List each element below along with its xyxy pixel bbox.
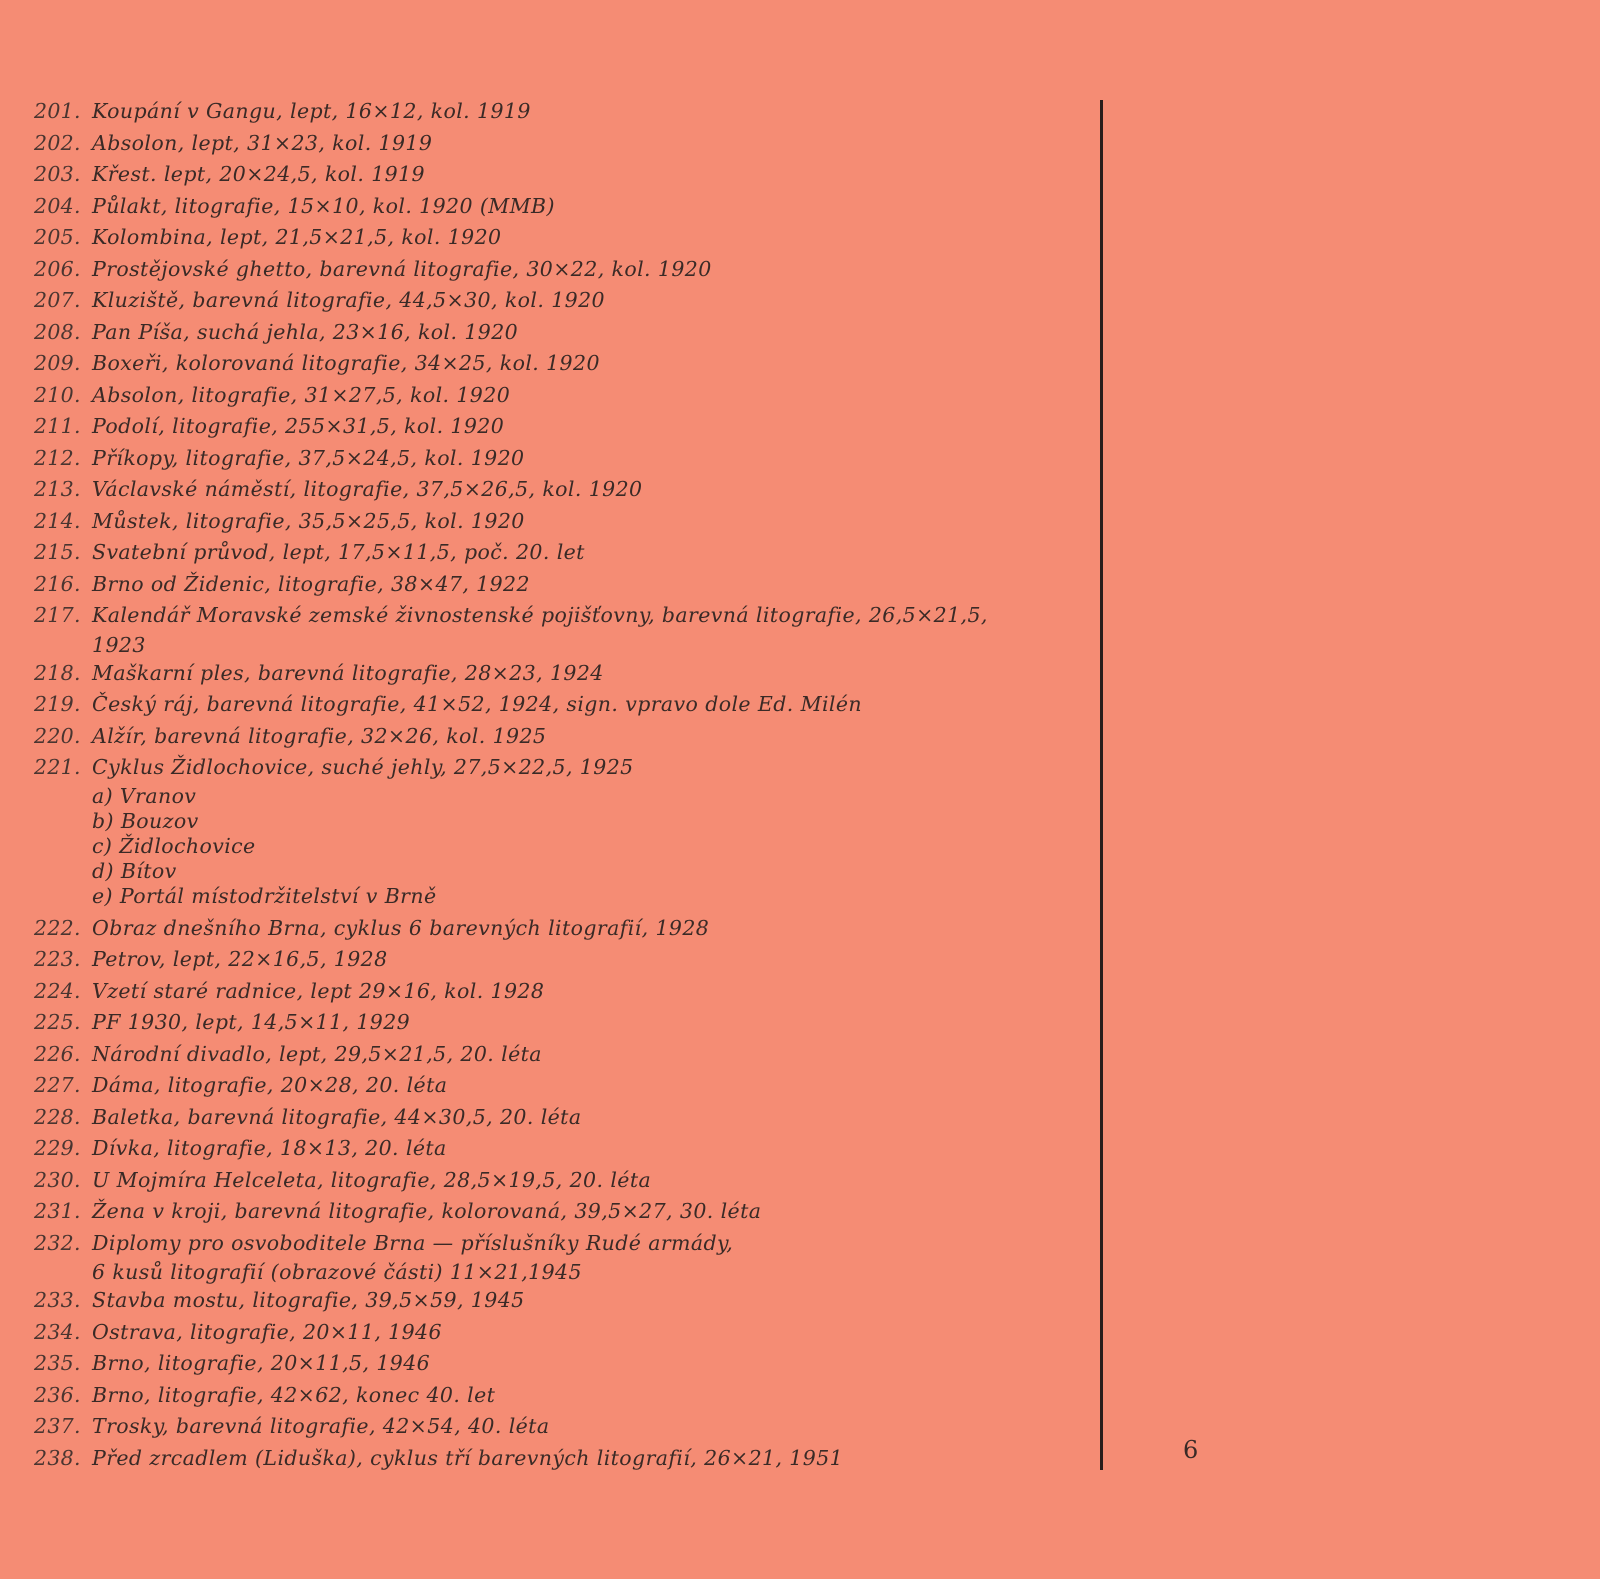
catalog-entry (34, 569, 1064, 601)
catalog-entry-row (34, 285, 1064, 317)
entry-number: 205. (34, 225, 81, 249)
catalog-entry (34, 600, 1064, 658)
entry-text: Pan Píša, suchá jehla, 23×16, kol. 1920 (92, 319, 519, 344)
catalog-entry (34, 1102, 1064, 1134)
entry-text-continuation: 1923 (92, 632, 146, 657)
entry-number: 226. (34, 1041, 81, 1066)
entry-number: 220. (34, 723, 81, 748)
entry-text: Příkopy, litografie, 37,5×24,5, kol. 1920 (92, 445, 525, 470)
entry-number: 215. (34, 540, 81, 564)
entry-number: 231. (34, 1199, 81, 1223)
catalog-entry-row (34, 721, 1064, 753)
catalog-entry-row (34, 1102, 1064, 1134)
entry-number: 209. (34, 351, 81, 375)
catalog-entry-row (34, 254, 1064, 286)
entry-number: 202. (34, 130, 81, 155)
catalog-entry-row (34, 1133, 1064, 1165)
catalog-entry (34, 506, 1064, 538)
catalog-entry-row (34, 506, 1064, 538)
entry-text: Stavba mostu, litografie, 39,5×59, 1945 (92, 1288, 525, 1312)
entry-number: 227. (34, 1073, 81, 1097)
entry-number: 203. (34, 162, 81, 186)
catalog-entry-row (34, 913, 1064, 945)
entry-text: Český ráj, barevná litografie, 41×52, 1924, sign. vpravo dole Ed. Milén (92, 692, 863, 716)
catalog-entry (34, 1317, 1064, 1349)
catalog-entry (34, 348, 1064, 380)
entry-number: 207. (34, 288, 81, 312)
entry-number: 208. (34, 319, 81, 344)
catalog-entry-row (34, 159, 1064, 191)
catalog-entry-row (34, 1411, 1064, 1443)
entry-number: 222. (34, 915, 81, 940)
entry-text: Dáma, litografie, 20×28, 20. léta (92, 1073, 448, 1097)
entry-number: 212. (34, 445, 81, 470)
catalog-entry (34, 1165, 1064, 1197)
entry-text: Boxeři, kolorovaná litografie, 34×25, kol. 1920 (92, 351, 600, 375)
catalog-entry (34, 159, 1064, 191)
entry-text: Diplomy pro osvoboditele Brna — příslušníky Rudé armády, (92, 1230, 734, 1255)
catalog-entry (34, 752, 1064, 909)
entry-number: 216. (34, 571, 81, 596)
entry-sublist (34, 784, 1064, 909)
entry-number: 234. (34, 1319, 81, 1344)
catalog-entry-row (34, 1443, 1064, 1475)
entry-number: 236. (34, 1382, 81, 1407)
entry-text: Půlakt, litografie, 15×10, kol. 1920 (MMB) (92, 193, 555, 218)
catalog-entry-row (34, 1317, 1064, 1349)
entry-number: 224. (34, 978, 81, 1003)
catalog-entry (34, 1070, 1064, 1102)
catalog-entry (34, 976, 1064, 1008)
catalog-entry-row (34, 348, 1064, 380)
entry-text-continuation: 6 kusů litografií (obrazové části) 11×21,1945 (92, 1260, 582, 1284)
entry-text: Trosky, barevná litografie, 42×54, 40. léta (92, 1414, 550, 1438)
entry-number: 204. (34, 193, 81, 218)
catalog-entry (34, 537, 1064, 569)
catalog-entry (34, 1348, 1064, 1380)
entry-number: 214. (34, 508, 81, 533)
entry-number: 233. (34, 1288, 81, 1312)
entry-text: Ostrava, litografie, 20×11, 1946 (92, 1319, 442, 1344)
catalog-entry (34, 1443, 1064, 1475)
catalog-entry (34, 380, 1064, 412)
entry-text: Žena v kroji, barevná litografie, kolorovaná, 39,5×27, 30. léta (92, 1199, 762, 1223)
catalog-entry (34, 721, 1064, 753)
entry-text: U Mojmíra Helceleta, litografie, 28,5×19,5, 20. léta (92, 1167, 652, 1192)
entry-text: Absolon, litografie, 31×27,5, kol. 1920 (92, 382, 511, 407)
catalog-entry (34, 1285, 1064, 1317)
catalog-entry (34, 1007, 1064, 1039)
entry-text: Brno od Židenic, litografie, 38×47, 1922 (92, 571, 530, 596)
entry-number: 221. (34, 755, 81, 779)
catalog-entry-row (34, 1039, 1064, 1071)
entry-text: Brno, litografie, 42×62, konec 40. let (92, 1382, 496, 1407)
entry-number: 210. (34, 382, 81, 407)
catalog-entry-row (34, 1285, 1064, 1317)
entry-number: 235. (34, 1351, 81, 1375)
entry-text: Můstek, litografie, 35,5×25,5, kol. 1920 (92, 508, 525, 533)
catalog-entry-row (34, 1228, 1064, 1260)
entry-subitem: c) Židlochovice (92, 833, 256, 858)
catalog-entry-row (34, 1165, 1064, 1197)
catalog-entry (34, 913, 1064, 945)
catalog-entry (34, 96, 1064, 128)
entry-number: 211. (34, 414, 81, 438)
entry-text: Dívka, litografie, 18×13, 20. léta (92, 1136, 447, 1160)
catalog-entry (34, 443, 1064, 475)
catalog-entry-row (34, 537, 1064, 569)
entry-number: 238. (34, 1445, 81, 1470)
catalog-entry-row (34, 1380, 1064, 1412)
catalog-entry (34, 1196, 1064, 1228)
entry-subitem: d) Bítov (92, 858, 177, 883)
catalog-entry-row (34, 976, 1064, 1008)
entry-number: 225. (34, 1010, 81, 1034)
catalog-entry-row (34, 411, 1064, 443)
catalog-list (34, 96, 1064, 1474)
catalog-entry-row (34, 128, 1064, 160)
entry-text: Kalendář Moravské zemské živnostenské pojišťovny, barevná litografie, 26,5×21,5, (92, 603, 988, 627)
page-number: 6 (1183, 1436, 1199, 1464)
entry-number: 213. (34, 477, 81, 501)
entry-number: 206. (34, 256, 81, 281)
entry-number: 223. (34, 947, 81, 971)
entry-subitem: e) Portál místodržitelství v Brně (92, 883, 437, 908)
catalog-entry-row (34, 1348, 1064, 1380)
catalog-entry-row (34, 752, 1064, 784)
catalog-entry (34, 317, 1064, 349)
catalog-entry (34, 944, 1064, 976)
entry-text: Brno, litografie, 20×11,5, 1946 (92, 1351, 431, 1375)
entry-text: Baletka, barevná litografie, 44×30,5, 20. léta (92, 1104, 582, 1129)
entry-number: 230. (34, 1167, 81, 1192)
entry-number: 237. (34, 1414, 81, 1438)
entry-text: PF 1930, lept, 14,5×11, 1929 (92, 1010, 411, 1034)
entry-number: 232. (34, 1230, 81, 1255)
catalog-entry-row (34, 658, 1064, 690)
catalog-entry (34, 222, 1064, 254)
catalog-entry-row (34, 944, 1064, 976)
entry-subitem: a) Vranov (92, 783, 197, 808)
entry-text: Koupání v Gangu, lept, 16×12, kol. 1919 (92, 99, 531, 123)
entry-text: Kolombina, lept, 21,5×21,5, kol. 1920 (92, 225, 502, 249)
entry-text: Alžír, barevná litografie, 32×26, kol. 1925 (92, 723, 547, 748)
catalog-entry (34, 285, 1064, 317)
entry-text: Před zrcadlem (Liduška), cyklus tří barevných litografií, 26×21, 1951 (92, 1445, 844, 1470)
entry-number: 229. (34, 1136, 81, 1160)
catalog-entry (34, 191, 1064, 223)
entry-text: Absolon, lept, 31×23, kol. 1919 (92, 130, 433, 155)
entry-text: Petrov, lept, 22×16,5, 1928 (92, 947, 388, 971)
catalog-entry (34, 254, 1064, 286)
entry-text: Prostějovské ghetto, barevná litografie, 30×22, kol. 1920 (92, 256, 712, 281)
catalog-entry-row (34, 96, 1064, 128)
catalog-entry-row (34, 1196, 1064, 1228)
catalog-entry-row (34, 689, 1064, 721)
entry-text: Národní divadlo, lept, 29,5×21,5, 20. léta (92, 1041, 542, 1066)
entry-text: Vzetí staré radnice, lept 29×16, kol. 1928 (92, 978, 545, 1003)
entry-text: Václavské náměstí, litografie, 37,5×26,5, kol. 1920 (92, 477, 643, 501)
catalog-entry (34, 1380, 1064, 1412)
catalog-entry (34, 689, 1064, 721)
catalog-entry (34, 474, 1064, 506)
entry-text: Kluziště, barevná litografie, 44,5×30, kol. 1920 (92, 288, 605, 312)
catalog-entry-row (34, 1007, 1064, 1039)
catalog-entry (34, 1039, 1064, 1071)
entry-number: 228. (34, 1104, 81, 1129)
entry-number: 218. (34, 660, 81, 685)
entry-text: Obraz dnešního Brna, cyklus 6 barevných litografií, 1928 (92, 915, 710, 940)
catalog-entry-row (34, 600, 1064, 632)
entry-text: Svatební průvod, lept, 17,5×11,5, poč. 20. let (92, 540, 585, 564)
catalog-entry (34, 1228, 1064, 1286)
entry-number: 219. (34, 692, 81, 716)
catalog-entry-row (34, 569, 1064, 601)
catalog-entry-row (34, 1070, 1064, 1102)
entry-text: Podolí, litografie, 255×31,5, kol. 1920 (92, 414, 505, 438)
catalog-entry-row (34, 474, 1064, 506)
entry-subitem: b) Bouzov (92, 808, 199, 833)
catalog-entry-row (34, 317, 1064, 349)
catalog-entry-row (34, 222, 1064, 254)
entry-number: 201. (34, 99, 81, 123)
catalog-entry-row (34, 443, 1064, 475)
entry-text: Cyklus Židlochovice, suché jehly, 27,5×22,5, 1925 (92, 755, 634, 779)
catalog-entry (34, 1133, 1064, 1165)
entry-text: Křest. lept, 20×24,5, kol. 1919 (92, 162, 425, 186)
catalog-entry-row (34, 380, 1064, 412)
catalog-entry (34, 1411, 1064, 1443)
entry-number: 217. (34, 603, 81, 627)
vertical-rule (1100, 100, 1103, 1470)
entry-text: Maškarní ples, barevná litografie, 28×23, 1924 (92, 660, 604, 685)
catalog-entry (34, 411, 1064, 443)
catalog-entry (34, 658, 1064, 690)
catalog-entry (34, 128, 1064, 160)
catalog-entry-row (34, 191, 1064, 223)
